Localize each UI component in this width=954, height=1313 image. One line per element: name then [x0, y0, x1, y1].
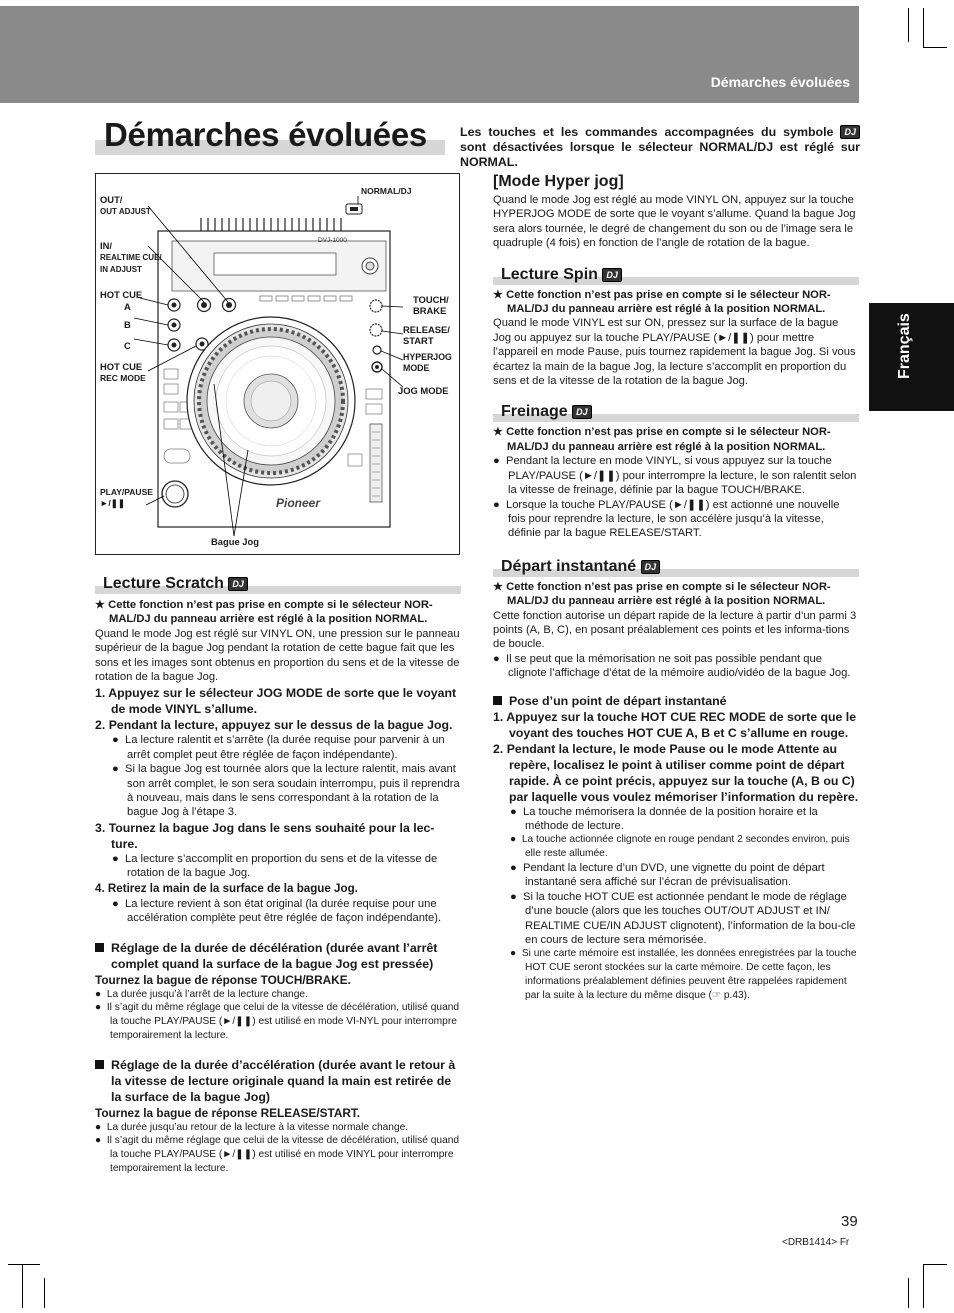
restriction-note: ★ Cette fonction n’est pas prise en compte si le sélecteur NOR-MAL/DJ du panneau arrière est réglé à la position NORMAL.	[95, 599, 433, 626]
restriction-note: ★ Cette fonction n’est pas prise en compte si le sélecteur NOR-MAL/DJ du panneau arrière est réglé à la position NORMAL.	[493, 426, 831, 453]
label-hot-cue-a: A	[124, 301, 131, 312]
crop-mark	[908, 8, 909, 42]
crop-mark	[44, 1278, 45, 1308]
decel-instruction: Tournez la bague de réponse TOUCH/BRAKE.	[95, 972, 351, 987]
bullet: ● La lecture s’accomplit en proportion du sens et de la vitesse de rotation de la bague Jog.	[112, 852, 438, 880]
bullet: ● La touche mémorisera la donnée de la position horaire et la méthode de lecture.	[510, 805, 818, 832]
section-title: Lecture Spin DJ	[493, 265, 859, 285]
bullet: ● Lorsque la touche PLAY/PAUSE (►/❚❚) est actionné une nouvelle fois pour reprendre la lecture, le son accélère jusqu’à la vitesse, définie par la bague RELEASE/START.	[493, 498, 840, 540]
language-tab	[869, 303, 954, 411]
bullet: ● La durée jusqu’au retour de la lecture à la vitesse normale change.	[95, 1121, 409, 1133]
title-note-part2: sont désactivées lorsque le sélecteur NORMAL/DJ est réglé sur NORMAL.	[460, 140, 860, 169]
crop-mark	[8, 1264, 40, 1265]
paragraph: Quand le mode VINYL est sur ON, pressez sur la surface de la bague Jog ou appuyez sur la touche PLAY/PAUSE (►/❚❚) pour mettre l’appareil en mode Pause, puis tournez rapidement la bague Jog. Si vous écartez la main de la bague Jog, la lecture s’accomplit en proportion du sens et de la vitesse de la rotation de la bague Jog.	[493, 317, 856, 388]
title-note	[460, 125, 860, 170]
label-hot-cue-c: C	[124, 340, 131, 351]
section-title: Freinage DJ	[493, 402, 859, 422]
section-freinage	[493, 402, 859, 422]
square-bullet-icon	[493, 696, 502, 705]
paragraph: Cette fonction autorise un départ rapide de la lecture à partir d’un parmi 3 points (A, B, C), en posant préalablement ces points et les informa-tions de boucle.	[493, 609, 857, 651]
section-lecture-scratch	[95, 574, 461, 1176]
crop-mark	[923, 47, 947, 48]
step-1: 1. Appuyez sur la touche HOT CUE REC MODE de sorte que le voyant des touches HOT CUE A, B et C s’allume en rouge.	[493, 709, 857, 740]
crop-mark	[22, 1264, 23, 1308]
label-hot-cue: HOT CUE	[100, 289, 143, 300]
accel-instruction: Tournez la bague de réponse RELEASE/START.	[95, 1105, 361, 1120]
section-lecture-spin	[493, 265, 859, 285]
step-2: 2. Pendant la lecture, le mode Pause ou le mode Attente au repère, localisez le point à utiliser comme point de départ rapide. À ce point précis, appuyez sur la touche (A, B ou C) par laquelle vous voulez mémoriser l’information du repère.	[493, 741, 859, 804]
restriction-note: ★ Cette fonction n’est pas prise en compte si le sélecteur NOR-MAL/DJ du panneau arrière est réglé à la position NORMAL.	[493, 288, 831, 316]
label-in: IN/ REALTIME CUE/ IN ADJUST	[100, 240, 162, 274]
bullet: ● Si la touche HOT CUE est actionnée pendant le mode de réglage d’une boucle (alors que les touches OUT/OUT ADJUST et IN/ REALTIME CUE/IN ADJUST clignotent), l’information de la bou-cle en cours de lecture sera mémorisée.	[510, 890, 856, 946]
label-hot-cue-rec-mode: HOT CUE REC MODE	[100, 361, 146, 383]
title-note-part1: Les touches et les commandes accompagnées du symbole	[460, 125, 834, 139]
dj-symbol-icon: DJ	[228, 577, 248, 591]
page-number: 39	[841, 1213, 858, 1230]
step-4: 4. Retirez la main de la surface de la bague Jog.	[95, 881, 358, 895]
bullet: ● Il se peut que la mémorisation ne soit pas possible pendant que clignote l’affichage d’état de la mémoire audio/vidéo de la bague Jog.	[493, 652, 851, 680]
page-title: Démarches évoluées	[104, 116, 427, 153]
bullet: ● La lecture revient à son état original (la durée requise pour une accélération complète peut être réglée de façon indépendante).	[112, 897, 442, 925]
bullet: ● Si une carte mémoire est installée, les données enregistrées par la touche HOT CUE seront stockées sur la carte mémoire. De cette façon, les informations préalablement définies peuvent être rappelées rapidement par la suite à la lecture du même disque (☞ p.43).	[510, 948, 857, 1001]
right-column	[493, 172, 859, 1003]
crop-mark	[923, 1264, 924, 1308]
dj-symbol-icon: DJ	[840, 125, 860, 139]
bullet: ● Pendant la lecture en mode VINYL, si vous appuyez sur la touche PLAY/PAUSE (►/❚❚) pour interrompre la lecture, le son ralentit selon la vitesse de freinage, définie par la bague TOUCH/BRAKE.	[493, 455, 857, 497]
label-jog-mode: JOG MODE	[398, 385, 449, 396]
square-bullet-icon	[95, 1060, 104, 1069]
section-title: Départ instantané DJ	[493, 557, 859, 577]
section-title-hyper-jog: [Mode Hyper jog]	[493, 173, 624, 190]
section-depart-instantane	[493, 557, 859, 577]
section-title: Lecture Scratch DJ	[95, 574, 461, 594]
dj-symbol-icon: DJ	[572, 405, 592, 419]
crop-mark	[923, 8, 924, 48]
dj-symbol-icon: DJ	[602, 268, 622, 282]
label-bague-jog: Bague Jog	[211, 536, 259, 547]
label-touch-brake: TOUCH/ BRAKE	[413, 294, 449, 316]
step-1: 1. Appuyez sur le sélecteur JOG MODE de sorte que le voyant de mode VINYL s’allume.	[95, 686, 457, 717]
step-3: 3. Tournez la bague Jog dans le sens souhaité pour la lec-ture.	[95, 820, 435, 851]
bullet: ● La touche actionnée clignote en rouge pendant 2 secondes environ, puis elle reste allumée.	[510, 834, 850, 860]
label-play-pause: PLAY/PAUSE ►/❚❚	[100, 487, 153, 508]
square-bullet-icon	[95, 943, 104, 952]
label-out: OUT/ OUT ADJUST	[100, 194, 151, 216]
bullet: ● La durée jusqu’à l’arrêt de la lecture change.	[95, 988, 308, 1000]
paragraph: Quand le mode Jog est réglé au mode VINYL ON, appuyez sur la touche HYPERJOG MODE de sorte que le voyant s’allume. Quand la bague Jog sera alors tournée, le degré de changement du son ou de l’image sera le quadruple (4 fois) en fonction de l’angle de rotation de la bague.	[493, 194, 856, 250]
brand-logo: Pioneer	[276, 496, 321, 510]
bullet: ● Pendant la lecture d’un DVD, une vignette du point de départ instantané sera affiché sur l’écran de prévisualisation.	[510, 861, 825, 889]
dj-symbol-icon: DJ	[641, 560, 661, 574]
header-section-label: Démarches évoluées	[710, 74, 850, 90]
crop-mark	[923, 1264, 947, 1265]
label-hot-cue-b: B	[124, 319, 131, 330]
crop-mark	[908, 1278, 909, 1308]
subsection-heading: Pose d’un point de départ instantané	[493, 693, 859, 709]
accel-heading: Réglage de la durée d’accélération (durée avant le retour à la vitesse de lecture originale quand la main est retirée de la surface de la bague Jog)	[95, 1057, 461, 1105]
device-figure	[95, 173, 460, 555]
bullet: ● Si la bague Jog est tournée alors que la lecture ralentit, mais avant son arrêt complet, le son sera soudain interrompu, puis il reprendra à nouveau, mais dans le sens correspondant à la rotation de la bague Jog à l’étape 3.	[112, 763, 460, 819]
label-hyperjog-mode: HYPERJOG MODE	[403, 352, 452, 373]
paragraph: Quand le mode Jog est réglé sur VINYL ON, une pression sur le panneau supérieur de la bague Jog pendant la rotation de cette bague fait que les sons et les images sont obtenus en proportion du sens et de la vitesse de rotation de la bague Jog.	[95, 627, 460, 684]
bullet: ● Il s’agit du même réglage que celui de la vitesse de décélération, utilisé quand la touche PLAY/PAUSE (►/❚❚) est utilisé en mode VINYL pour interrompre temporairement la lecture.	[95, 1135, 460, 1175]
model-name: DVJ-1000	[318, 237, 347, 244]
step-2: 2. Pendant la lecture, appuyez sur le dessus de la bague Jog.	[95, 718, 453, 733]
language-tab-label: Français	[896, 313, 913, 379]
label-release-start: RELEASE/ START	[403, 324, 450, 346]
bullet: ● La lecture ralentit et s’arrête (la durée requise pour parvenir à un arrêt complet peut être réglée de façon indépendante).	[112, 734, 445, 761]
label-normal-dj: NORMAL/DJ	[361, 186, 412, 196]
bullet: ● Il s’agit du même réglage que celui de la vitesse de décélération, utilisé quand la touche PLAY/PAUSE (►/❚❚) est utilisé en mode VI-NYL pour interrompre temporairement la lecture.	[95, 1002, 460, 1041]
decel-heading: Réglage de la durée de décélération (durée avant l’arrêt complet quand la surface de la bague Jog est pressée)	[95, 940, 461, 972]
restriction-note: ★ Cette fonction n’est pas prise en compte si le sélecteur NOR-MAL/DJ du panneau arrière est réglé à la position NORMAL.	[493, 580, 831, 608]
document-code: <DRB1414> Fr	[782, 1237, 850, 1248]
